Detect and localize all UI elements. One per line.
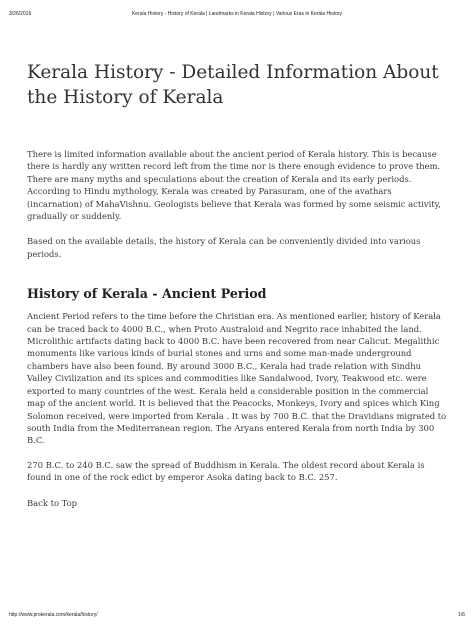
page-title: Kerala History - Detailed Information About the History of Kerala bbox=[27, 62, 439, 108]
print-page-number: 1/6 bbox=[458, 612, 465, 618]
back-to-top-link[interactable]: Back to Top bbox=[27, 497, 77, 508]
intro-paragraph-1: There is limited information available about the ancient period of Kerala history. This is because there is hardly any written record left from the time nor is there enough evidence to prove them. There are many myths and speculations about the creation of Kerala and its early periods. According to Hindu mythology, Kerala was created by Parasuram, one of the avathars (incarnation) of MahaVishnu. Geologists believe that Kerala was formed by some seismic activity, gradually or suddenly. bbox=[27, 149, 441, 222]
print-url: http://www.prokerala.com/kerala/history/ bbox=[9, 612, 98, 618]
print-page-title: Kerala History - History of Kerala | Landmarks in Kerala History | Various Eras in Kerala History bbox=[131, 11, 343, 17]
print-date: 3/26/2016 bbox=[9, 11, 32, 17]
section-heading: History of Kerala - Ancient Period bbox=[27, 286, 267, 302]
article-content bbox=[27, 60, 447, 509]
section-paragraph-2: 270 B.C. to 240 B.C. saw the spread of Buddhism in Kerala. The oldest record about Kerala is found in one of the rock edict by emperor Asoka dating back to B.C. 257. bbox=[27, 459, 425, 483]
section-paragraph-1: Ancient Period refers to the time before the Christian era. As mentioned earlier, history of Kerala can be traced back to 4000 B.C., when Proto Australoid and Negrito race inhabited the land. Microlithic artifacts dating back to 4000 B.C. have been recovered from near Calicut. Megalithic monuments like various kinds of burial stones and urns and some man-made underground chambers have also been found. By around 3000 B.C., Kerala had trade relation with Sindhu Valley Civilization and its spices and commodities like Sandalwood, Ivory, Teakwood etc. were exported to many countries of the west. Kerala held a considerable position in the commercial map of the ancient world. It is believed that the Peacocks, Monkeys, Ivory and spices which King Solomon received, were imported from Kerala . It was by 700 B.C. that the Dravidians migrated to south India from the Mediterranean region. The Aryans entered Kerala from north India by 300 B.C. bbox=[27, 311, 447, 446]
intro-paragraph-2: Based on the available details, the history of Kerala can be conveniently divided into various periods. bbox=[27, 236, 421, 259]
